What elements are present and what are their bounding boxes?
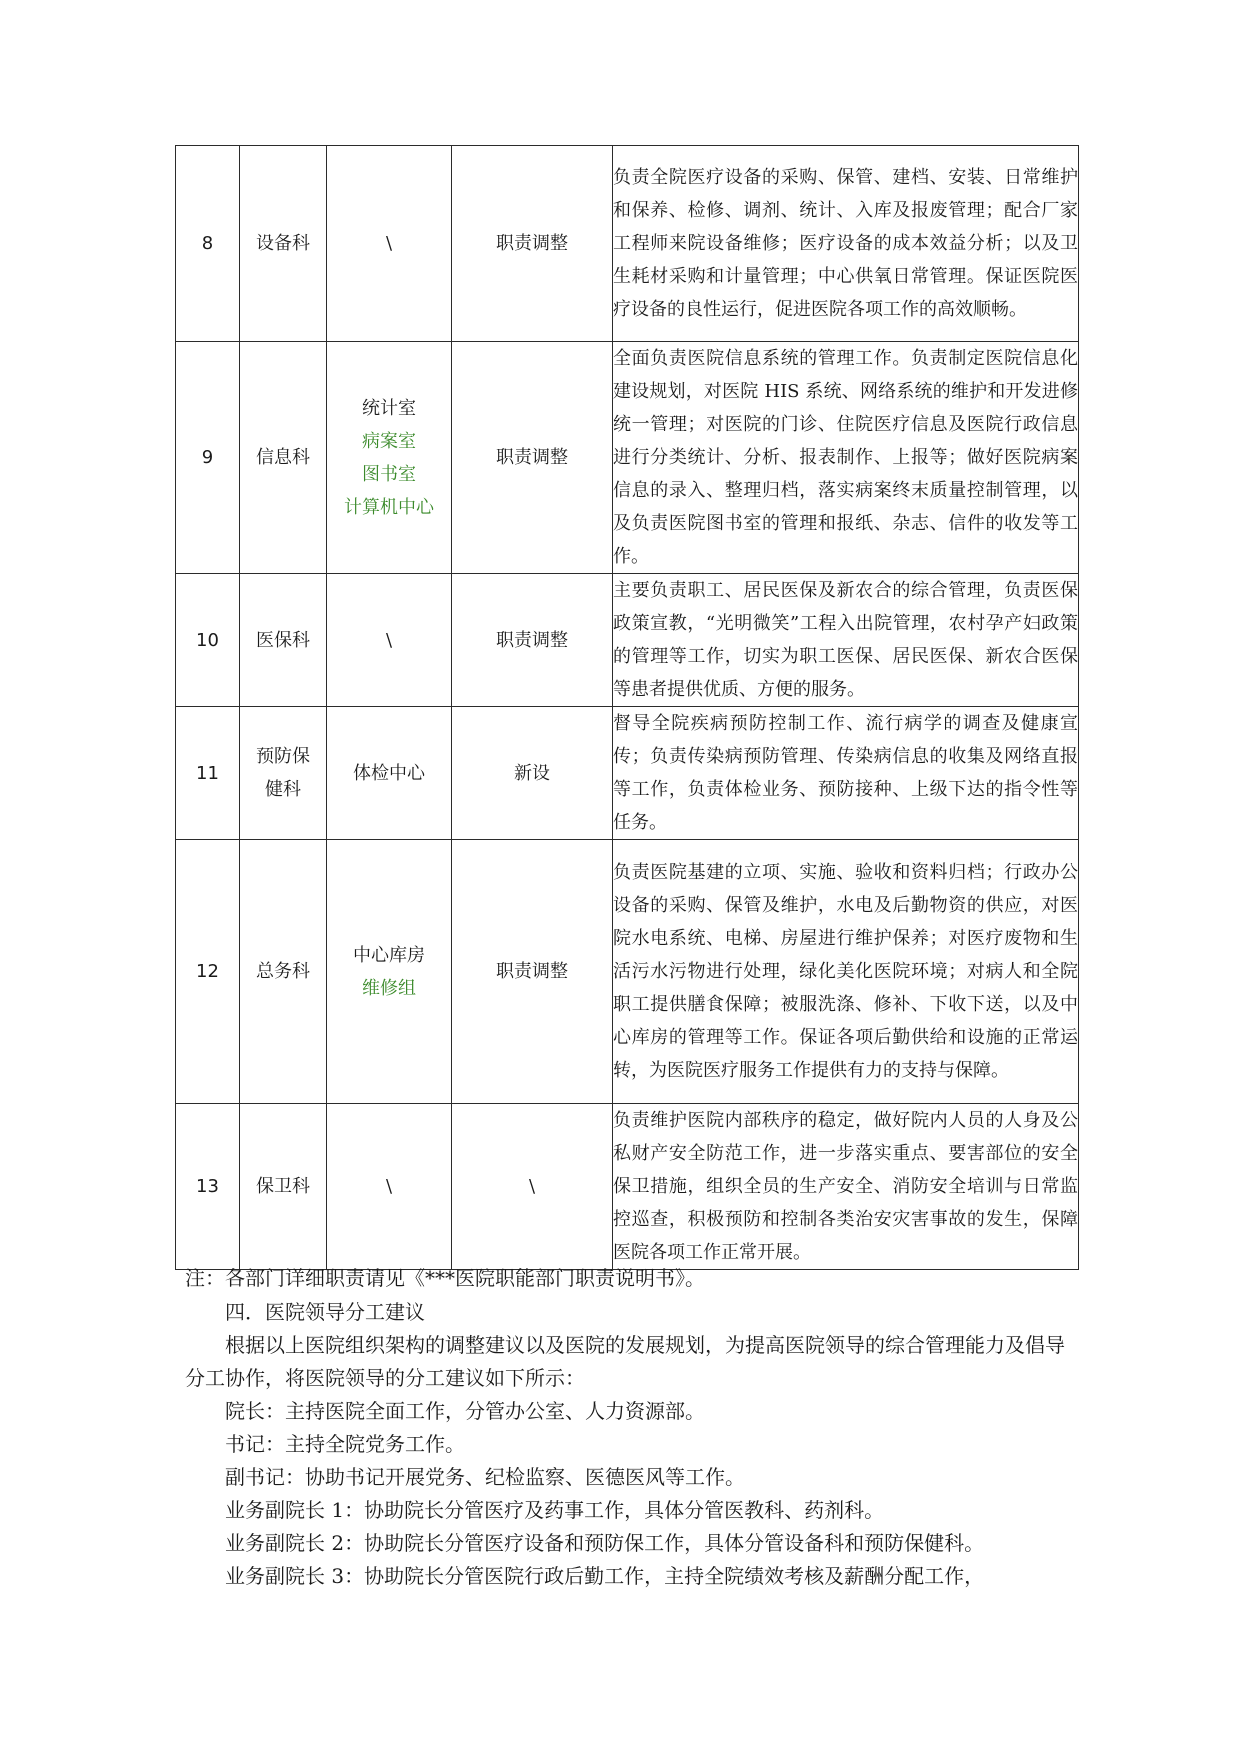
department-name: 总务科 <box>240 840 327 1104</box>
sub-unit: 统计室 <box>362 397 416 419</box>
duty-description: 督导全院疾病预防控制工作、流行病学的调查及健康宣传；负责传染病预防管理、传染病信息的收集及网络直报等工作，负责体检业务、预防接种、上级下达的指令性等任务。 <box>613 707 1079 840</box>
row-number: 11 <box>176 707 240 840</box>
sub-units <box>327 840 452 1104</box>
sub-unit: \ <box>385 629 393 651</box>
duty-description: 负责维护医院内部秩序的稳定，做好院内人员的人身及公私财产安全防范工作，进一步落实重点、要害部位的安全保卫措施，组织全员的生产安全、消防安全培训与日常监控巡查，积极预防和控制各类治安灾害事故的发生，保障医院各项工作正常开展。 <box>613 1104 1079 1270</box>
sub-units <box>327 342 452 574</box>
department-name: 保卫科 <box>240 1104 327 1270</box>
table-row <box>176 840 1079 1104</box>
sub-units <box>327 146 452 342</box>
department-name-line: 预防保 <box>256 746 310 767</box>
sub-units <box>327 1104 452 1270</box>
row-number: 12 <box>176 840 240 1104</box>
assignment-item: 业务副院长 2：协助院长分管医疗设备和预防保工作，具体分管设备科和预防保健科。 <box>225 1531 985 1555</box>
sub-unit: \ <box>385 233 393 254</box>
sub-unit: 中心库房 <box>353 944 425 966</box>
table-row <box>176 574 1079 707</box>
change-type: 职责调整 <box>452 840 613 1104</box>
department-name <box>240 707 327 840</box>
change-type: \ <box>452 1104 613 1270</box>
duty-description: 主要负责职工、居民医保及新农合的综合管理，负责医保政策宣教，“光明微笑”工程入出院管理，农村孕产妇政策的管理等工作，切实为职工医保、居民医保、新农合医保等患者提供优质、方便的服务。 <box>613 574 1079 707</box>
sub-unit: 病案室 <box>362 430 416 452</box>
duty-description: 全面负责医院信息系统的管理工作。负责制定医院信息化建设规划，对医院 HIS 系统、网络系统的维护和开发进修统一管理；对医院的门诊、住院医疗信息及医院行政信息进行分类统计、分析、报表制作、上报等；做好医院病案信息的录入、整理归档，落实病案终末质量控制管理，以及负责医院图书室的管理和报纸、杂志、信件的收发等工作。 <box>613 342 1079 574</box>
assignment-item: 院长：主持医院全面工作，分管办公室、人力资源部。 <box>225 1399 705 1423</box>
row-number: 9 <box>176 342 240 574</box>
department-name: 信息科 <box>240 342 327 574</box>
table-row <box>176 342 1079 574</box>
sub-units <box>327 574 452 707</box>
section-intro: 根据以上医院组织架构的调整建议以及医院的发展规划，为提高医院领导的综合管理能力及倡导分工协作，将医院领导的分工建议如下所示： <box>185 1333 1065 1390</box>
change-type: 新设 <box>452 707 613 840</box>
department-name: 医保科 <box>240 574 327 707</box>
section-title: 四．医院领导分工建议 <box>225 1300 425 1324</box>
row-number: 8 <box>176 146 240 342</box>
sub-unit: \ <box>385 1176 393 1197</box>
assignment-item: 书记：主持全院党务工作。 <box>225 1432 465 1456</box>
change-type: 职责调整 <box>452 574 613 707</box>
sub-unit: 图书室 <box>362 463 416 485</box>
department-name: 设备科 <box>240 146 327 342</box>
duty-description: 负责医院基建的立项、实施、验收和资料归档；行政办公设备的采购、保管及维护，水电及后勤物资的供应，对医院水电系统、电梯、房屋进行维护保养；对医疗废物和生活污水污物进行处理，绿化美化医院环境；对病人和全院职工提供膳食保障；被服洗涤、修补、下收下送，以及中心库房的管理等工作。保证各项后勤供给和设施的正常运转，为医院医疗服务工作提供有力的支持与保障。 <box>613 840 1079 1104</box>
department-duty-table <box>175 145 1079 1270</box>
assignment-item: 副书记：协助书记开展党务、纪检监察、医德医风等工作。 <box>225 1465 745 1489</box>
assignment-item: 业务副院长 1：协助院长分管医疗及药事工作，具体分管医教科、药剂科。 <box>225 1498 885 1522</box>
sub-units <box>327 707 452 840</box>
table-row <box>176 1104 1079 1270</box>
row-number: 10 <box>176 574 240 707</box>
table-note: 注：各部门详细职责请见《***医院职能部门职责说明书》。 <box>185 1266 705 1290</box>
change-type: 职责调整 <box>452 146 613 342</box>
leadership-section <box>185 1296 1065 1593</box>
assignment-item: 业务副院长 3：协助院长分管医院行政后勤工作，主持全院绩效考核及薪酬分配工作， <box>225 1564 985 1588</box>
department-name-line: 健科 <box>265 779 301 800</box>
sub-unit: 维修组 <box>362 977 416 999</box>
duty-description: 负责全院医疗设备的采购、保管、建档、安装、日常维护和保养、检修、调剂、统计、入库及报废管理；配合厂家工程师来院设备维修；医疗设备的成本效益分析；以及卫生耗材采购和计量管理；中心供氧日常管理。保证医院医疗设备的良性运行，促进医院各项工作的高效顺畅。 <box>613 146 1079 342</box>
table-row <box>176 707 1079 840</box>
table-row <box>176 146 1079 342</box>
sub-unit: 体检中心 <box>353 762 425 784</box>
row-number: 13 <box>176 1104 240 1270</box>
change-type: 职责调整 <box>452 342 613 574</box>
sub-unit: 计算机中心 <box>344 496 434 518</box>
